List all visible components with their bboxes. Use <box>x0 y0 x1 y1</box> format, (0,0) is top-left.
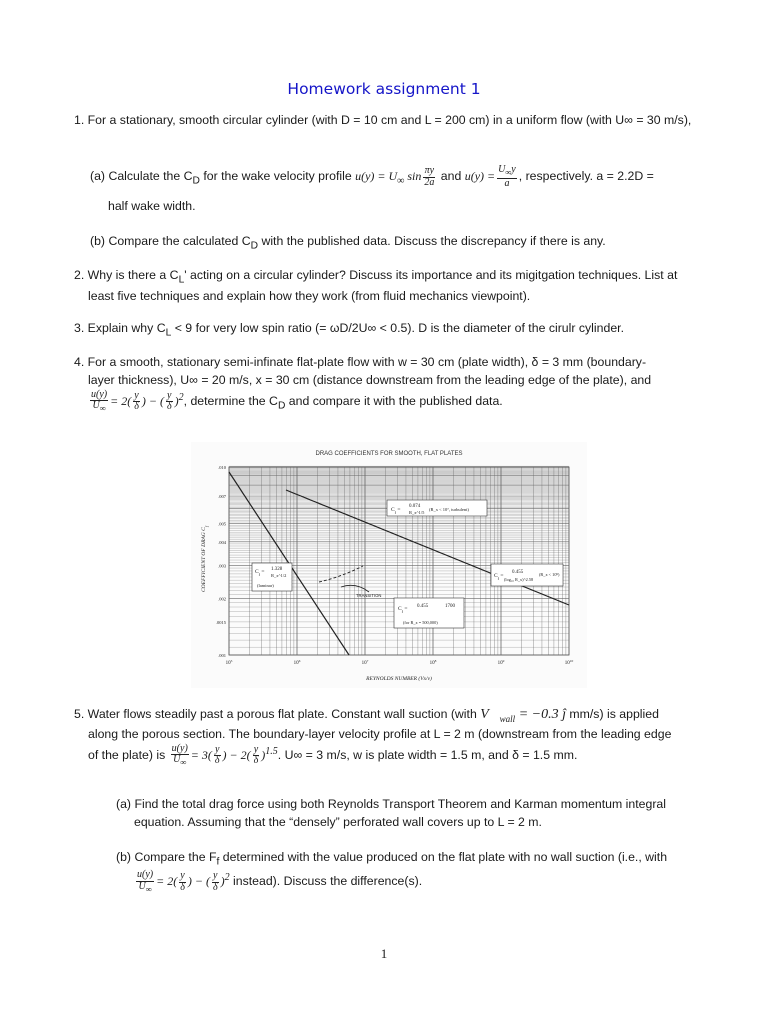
y-tick-labels <box>216 465 227 658</box>
turbulent-eq-num: 0.074 <box>409 504 421 509</box>
x-tick-label: $10^{10}$ <box>564 659 574 666</box>
equation-parabolic-profile: $\frac{u(y)}{U_\infty}$ = 2( $\frac{y}{\delta}$ ) − ( $\frac{y}{\delta}$ )$^2$ <box>91 388 184 414</box>
question-2: 2. Why is there a $C_L'$ acting on a circular cylinder? Discuss its importance and its migitgation techniques. List at least five techniques and explain how they work (from fluid mechanics viewpoint). <box>74 268 678 304</box>
svg-text:Cf =: $C_f$ = <box>255 569 265 577</box>
laminar-label: (laminar) <box>257 583 274 588</box>
question-1-text: 1. For a stationary, smooth circular cylinder (with D = 10 cm and L = 200 cm) in a uniform flow (with U∞ = 30 m/s), <box>74 113 692 127</box>
transition-label: TRANSITION <box>356 593 382 598</box>
question-5b: (b) Compare the $F_f$ determined with the value produced on the flat plate with no wall suction (i.e., with $\frac{u(y)}{U_\infty}$ = 2( $\frac{y}{\delta}$ ) − ( $\frac{y}{\delta}$ )$^2$ instead). Discuss the difference(s). <box>116 850 668 894</box>
question-4: 4. For a smooth, stationary semi-infinate flat-plate flow with w = 30 cm (plate width), δ = 3 mm (boundary- layer thickness), U∞ = 20 m/s, x = 30 cm (distance downstream from the leading edge of the plate), and $\frac{u(y)}{U_\infty}$ = 2( $\frac{y}{\delta}$ ) − ( $\frac{y}{\delta}$ )$^2$, determine the $C_D$ and compare it with the published data. <box>74 354 700 414</box>
question-1a-line2: half wake width. <box>108 199 196 213</box>
x-tick-label: $10^6$ <box>293 659 301 666</box>
turbulent-eq-den: R_x^1/5 <box>409 510 425 515</box>
y-tick-label: .004 <box>218 539 226 545</box>
question-1b: (b) Compare the calculated $C_D$ with the published data. Discuss the discrepancy if there is any. <box>90 234 606 252</box>
question-4-line2: layer thickness), U∞ = 20 m/s, x = 30 cm (distance downstream from the leading edge of the plate), and <box>88 372 652 387</box>
y-tick-label: .010 <box>218 465 226 470</box>
svg-text:Cf =: $C_f$ = <box>494 573 504 581</box>
transition-range: (for R_x = 500,000) <box>403 620 438 625</box>
equation-sine-profile: $u(y) = U_\infty$ sin $\frac{\pi y}{2a}$ <box>355 165 435 188</box>
equation-linear-profile: u(y) = $\frac{U_\infty y}{a}$ <box>464 164 516 189</box>
question-3: 3. Explain why $C_L < 9$ for very low spin ratio (= ωD/2U∞ < 0.5). D is the diameter of the cirulr cylinder. <box>74 321 624 339</box>
svg-text:Cf =: $C_f$ = <box>398 606 408 614</box>
x-tick-labels <box>226 659 574 666</box>
y-tick-label: .003 <box>218 563 226 569</box>
question-5: 5. Water flows steadily past a porous flat plate. Constant wall suction (with $V⃗_{wall} = -0.3$ ĵ mm/s) is applied along the porous section. The boundary-layer velocity profile at L = 2 m (downstream from the leading edge of the plate) is $\frac{u(y)}{U_\infty}$ = 3( $\frac{y}{\delta}$ ) − 2( $\frac{y}{\delta}$ )$^{1.5}$. U∞ = 3 m/s, w is plate width = 1.5 m, and δ = 1.5 mm. <box>74 705 700 768</box>
transition-eq-b: 1700 <box>445 604 455 609</box>
turbulent-label: (R_x < 10⁷, turbulent) <box>429 507 469 512</box>
x-tick-label: $10^7$ <box>361 659 369 666</box>
y-tick-label: .005 <box>218 521 226 527</box>
question-5-line2: along the porous section. The boundary-layer velocity profile at L = 2 m (downstream from the leading edge <box>88 726 672 741</box>
question-1 <box>74 112 694 130</box>
y-tick-label: .007 <box>218 494 226 500</box>
y-tick-label: .0015 <box>215 619 226 625</box>
question-1a: (a) Calculate the $C_D$ for the wake velocity profile $u(y) = U_\infty$ sin $\frac{\pi y}{2a}$ and u(y) = $\frac{U_\infty y}{a}$ , respectively. a = 2.2D = <box>90 164 654 189</box>
page-number: 1 <box>380 946 388 961</box>
equation-wall-velocity: $V⃗_{wall} = -0.3$ ĵ <box>480 707 566 724</box>
y-axis-label: COEFFICIENT OF DRAG $C_f$ <box>201 526 209 592</box>
laminar-eq-den: R_x^1/2 <box>271 573 287 578</box>
question-5a: (a) Find the total drag force using both Reynolds Transport Theorem and Karman momentum integral equation. Assuming that the “densely” perforated wall covers up to L = 2 m. <box>116 797 666 829</box>
question-4-line1: 4. For a smooth, stationary semi-infinate flat-plate flow with w = 30 cm (plate width), δ = 3 mm (boundary- <box>74 355 647 369</box>
x-tick-label: $10^5$ <box>225 659 233 666</box>
x-axis-label: REYNOLDS NUMBER (Vx/ν) <box>366 676 432 682</box>
log-eq-num: 0.455 <box>512 570 524 575</box>
x-tick-label: $10^8$ <box>429 659 437 666</box>
transition-eq-a: 0.455 <box>417 604 429 609</box>
laminar-eq-num: 1.328 <box>271 567 283 572</box>
drag-coefficient-figure <box>191 442 587 688</box>
figure-title: DRAG COEFFICIENTS FOR SMOOTH, FLAT PLATES <box>315 451 463 457</box>
svg-text:Cf =: $C_f$ = <box>391 507 401 515</box>
y-tick-label: .002 <box>218 596 226 602</box>
x-tick-label: $10^9$ <box>497 659 505 666</box>
drag-chart-svg <box>191 442 587 688</box>
log-range: (R_x < 10⁹) <box>539 572 560 577</box>
log-eq-den: (log₁₀ R_x)^2.58 <box>504 577 534 582</box>
y-tick-label: .001 <box>218 653 226 658</box>
document-title: Homework assignment 1 <box>287 80 481 98</box>
equation-suction-profile: $\frac{u(y)}{U_\infty}$ = 3( $\frac{y}{\delta}$ ) − 2( $\frac{y}{\delta}$ )$^{1.5}$ <box>171 742 278 768</box>
equation-no-suction-profile: $\frac{u(y)}{U_\infty}$ = 2( $\frac{y}{\delta}$ ) − ( $\frac{y}{\delta}$ )$^2$ <box>137 869 230 894</box>
